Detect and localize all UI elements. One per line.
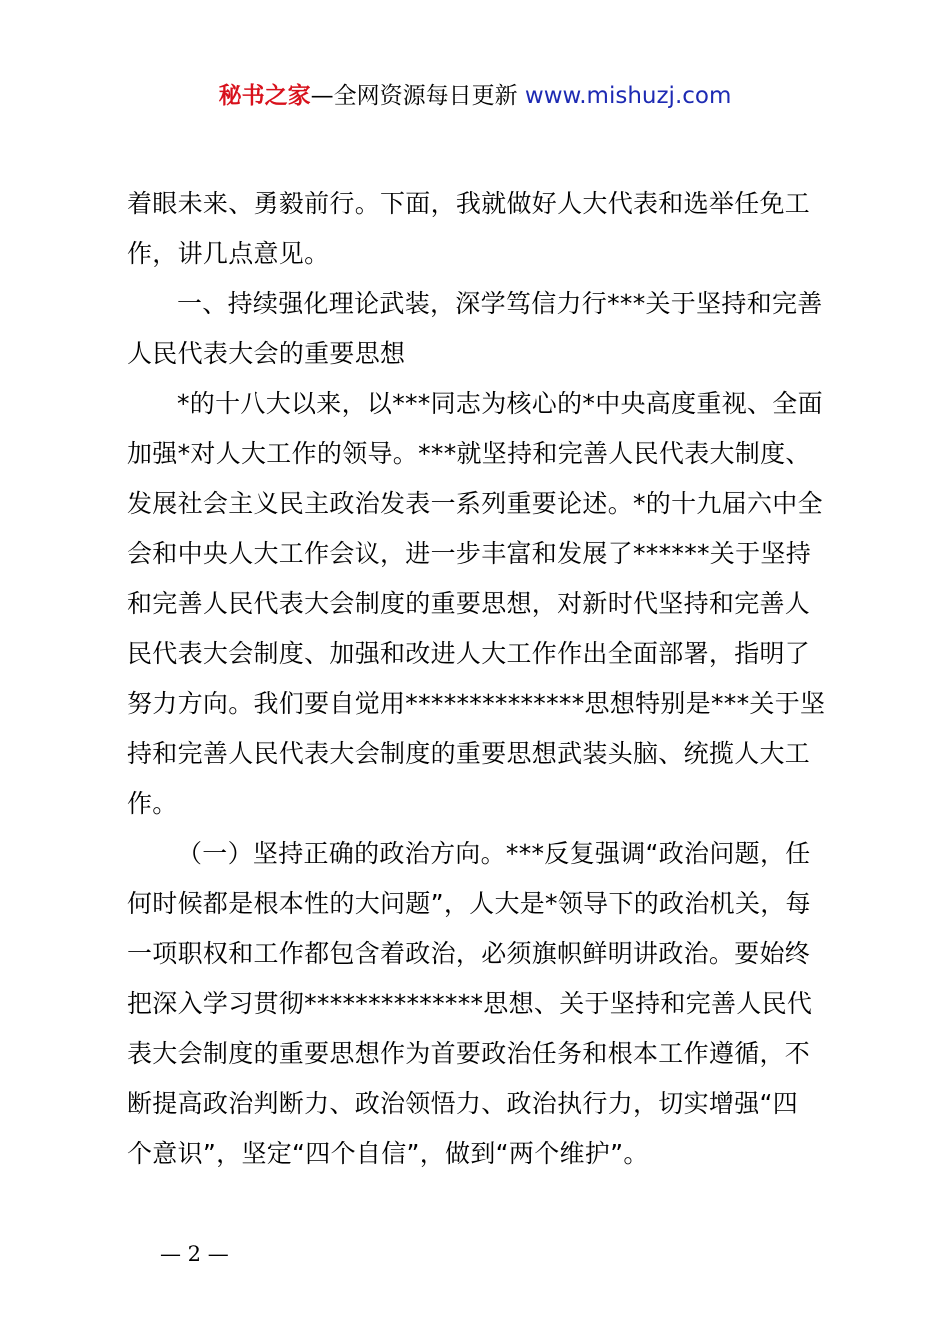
section-heading-line: 人民代表大会的重要思想 bbox=[127, 339, 406, 368]
text-line: 持和完善人民代表大会制度的重要思想武装头脑、统揽人大工 bbox=[127, 739, 811, 768]
text-line: 着眼未来、勇毅前行。下面，我就做好人大代表和选举任免工 bbox=[127, 189, 811, 218]
text-line: 努力方向。我们要自觉用**************思想特别是***关于坚 bbox=[127, 689, 826, 718]
text-line: （一）坚持正确的政治方向。***反复强调“政治问题，任 bbox=[177, 839, 811, 868]
site-url-link[interactable]: www.mishuzj.com bbox=[524, 83, 732, 109]
text-line: 断提高政治判断力、政治领悟力、政治执行力，切实增强“四 bbox=[127, 1089, 799, 1118]
text-line: 作。 bbox=[127, 789, 178, 818]
text-line: 何时候都是根本性的大问题”，人大是*领导下的政治机关，每 bbox=[127, 889, 811, 918]
text-line: 把深入学习贯彻**************思想、关于坚持和完善人民代 bbox=[127, 989, 813, 1018]
text-line: 加强*对人大工作的领导。***就坚持和完善人民代表大制度、 bbox=[127, 439, 811, 468]
text-line: *的十八大以来，以***同志为核心的*中央高度重视、全面 bbox=[177, 389, 823, 418]
section-heading-line: 一、持续强化理论武装，深学笃信力行***关于坚持和完善 bbox=[177, 289, 823, 318]
site-header bbox=[0, 80, 950, 112]
text-line: 一项职权和工作都包含着政治，必须旗帜鲜明讲政治。要始终 bbox=[127, 939, 811, 968]
text-line: 民代表大会制度、加强和改进人大工作作出全面部署，指明了 bbox=[127, 639, 811, 668]
page-number: — 2 — bbox=[160, 1242, 229, 1266]
text-line: 发展社会主义民主政治发表一系列重要论述。*的十九届六中全 bbox=[127, 489, 823, 518]
text-line: 作，讲几点意见。 bbox=[127, 239, 330, 268]
text-line: 会和中央人大工作会议，进一步丰富和发展了******关于坚持 bbox=[127, 539, 812, 568]
text-line: 个意识”，坚定“四个自信”，做到“两个维护”。 bbox=[127, 1139, 649, 1168]
site-slogan: —全网资源每日更新 bbox=[310, 83, 518, 109]
text-line: 表大会制度的重要思想作为首要政治任务和根本工作遵循，不 bbox=[127, 1039, 811, 1068]
site-brand: 秘书之家 bbox=[218, 83, 311, 109]
text-line: 和完善人民代表大会制度的重要思想，对新时代坚持和完善人 bbox=[127, 589, 811, 618]
